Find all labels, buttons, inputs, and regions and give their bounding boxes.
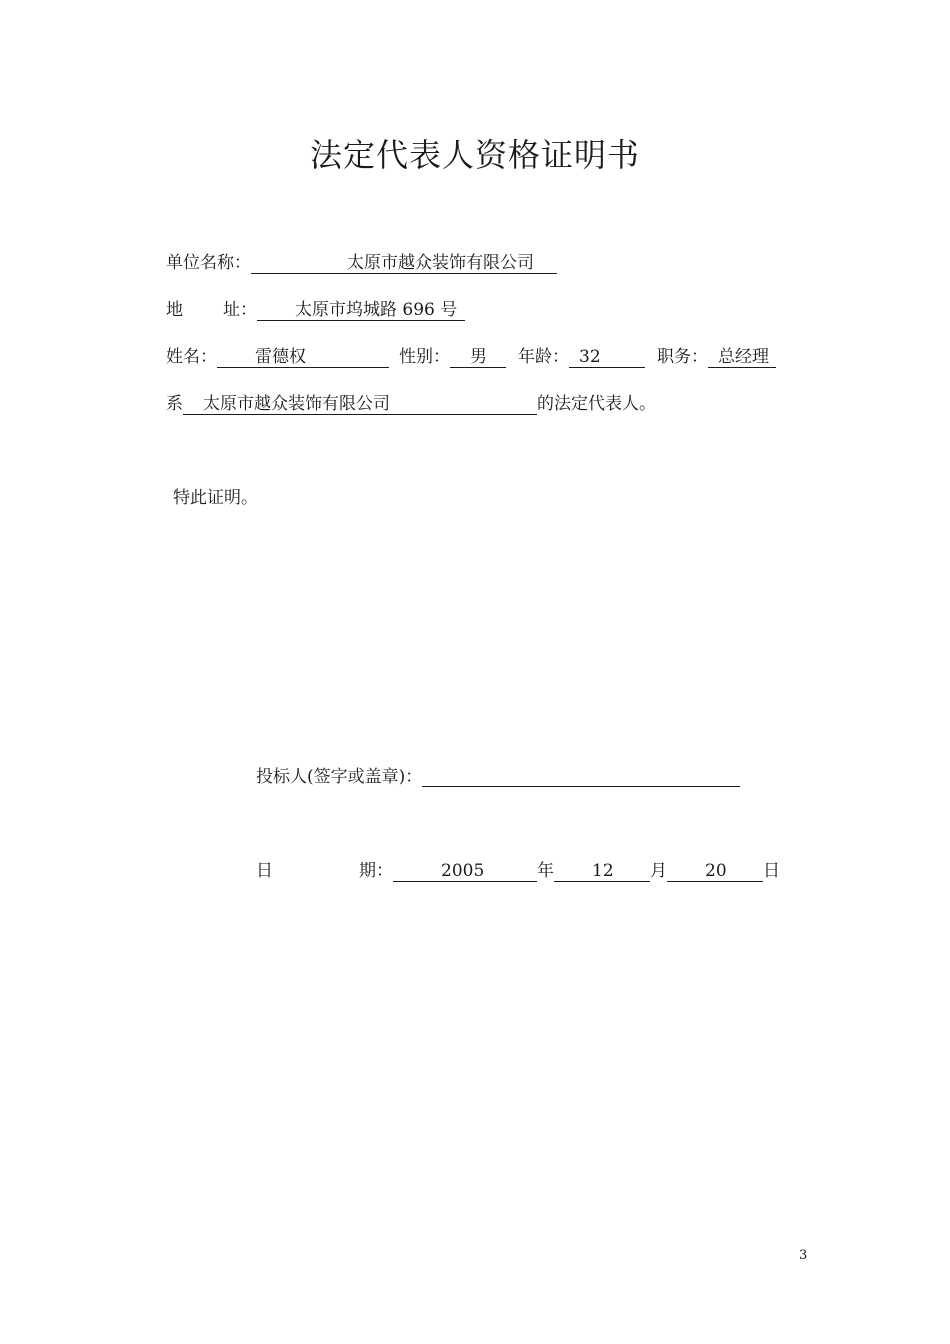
certify-text: 特此证明。 [173,488,258,508]
address-label-second: 址： [223,300,257,320]
address-label-first: 地 [166,300,183,320]
name-label: 姓名： [166,347,217,367]
bidder-label: 投标人(签字或盖章)： [256,767,423,787]
month-unit: 月 [650,861,667,881]
unit-name-label: 单位名称： [166,253,251,273]
date-label-second: 期： [359,861,393,881]
document-title: 法定代表人资格证明书 [309,136,640,174]
position-label: 职务： [657,347,708,367]
unit-name-row [166,252,557,274]
year-value: 2005 [393,861,537,882]
gender-value: 男 [450,347,506,368]
day-unit: 日 [763,861,780,881]
date-row [256,860,780,882]
gender-label: 性别： [399,347,450,367]
person-info-row [166,346,776,368]
age-label: 年龄： [518,347,569,367]
date-label-first: 日 [256,861,273,881]
unit-name-value: 太原市越众装饰有限公司 [251,253,557,274]
month-value: 12 [554,861,650,882]
position-value: 总经理 [708,347,776,368]
bidder-signature-row [256,766,740,788]
bidder-signature-line [422,766,740,787]
relation-prefix: 系 [166,394,183,414]
relation-row [166,393,656,415]
age-value: 32 [569,347,645,368]
name-value: 雷德权 [217,347,389,368]
relation-company-value: 太原市越众装饰有限公司 [183,394,537,415]
day-value: 20 [667,861,763,882]
page-number: 3 [799,1248,808,1263]
address-row [166,299,465,321]
year-unit: 年 [537,861,554,881]
address-value: 太原市坞城路 696 号 [257,300,465,321]
relation-suffix: 的法定代表人。 [537,394,656,414]
